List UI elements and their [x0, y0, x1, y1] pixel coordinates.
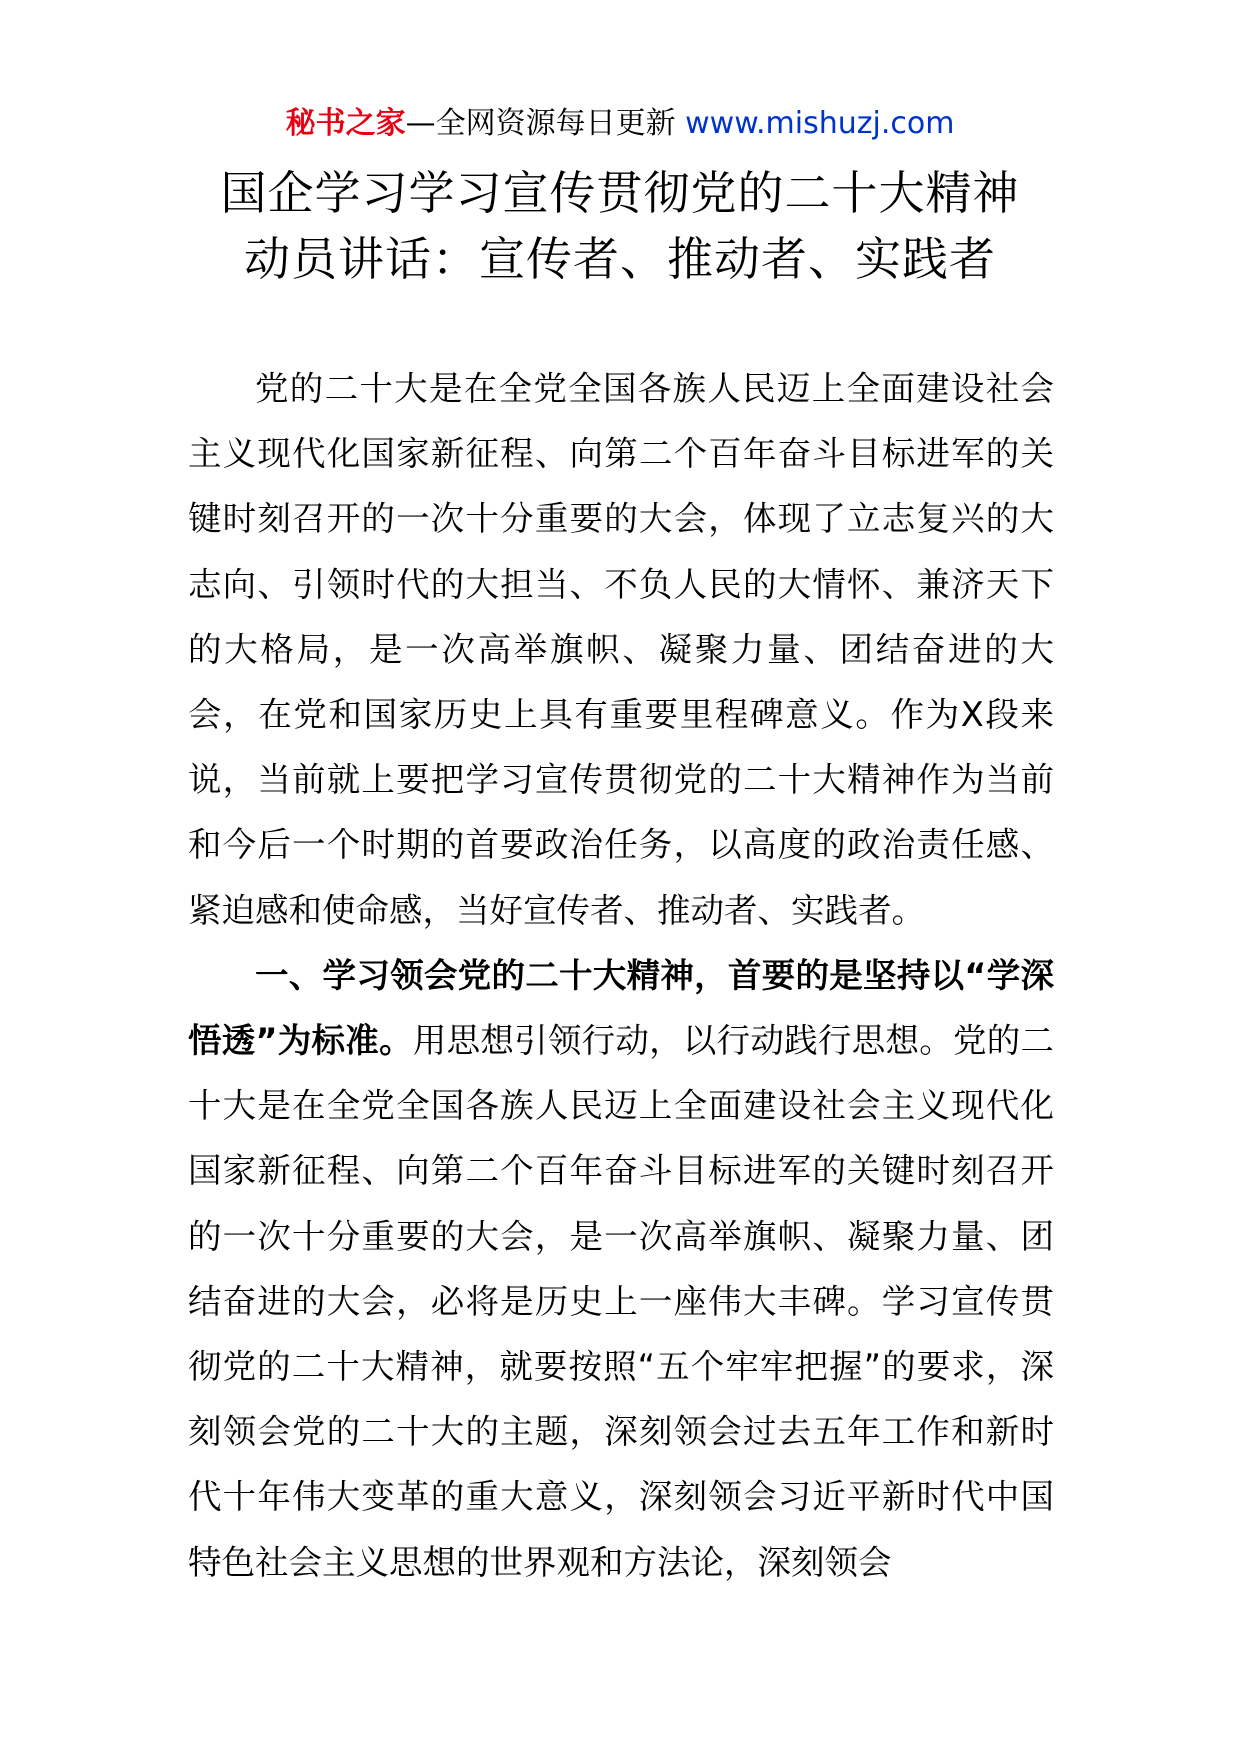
document-body [188, 356, 1054, 1595]
site-url-link[interactable]: www.mishuzj.com [685, 106, 955, 141]
paragraph-section-1 [188, 943, 1054, 1595]
document-title-line-2: 动员讲话：宣传者、推动者、实践者 [244, 232, 996, 286]
section-1-heading: 一、学习领会党的二十大精神，首要的是坚持以“学深悟透”为标准。 [188, 955, 1054, 1061]
paragraph-intro-text: 党的二十大是在全党全国各族人民迈上全面建设社会主义现代化国家新征程、向第二个百年奋斗目标进军的关键时刻召开的一次十分重要的大会，体现了立志复兴的大志向、引领时代的大担当、不负人民的大情怀、兼济天下的大格局，是一次高举旗帜、凝聚力量、团结奋进的大会，在党和国家历史上具有重要里程碑意义。作为X段来说，当前就上要把学习宣传贯彻党的二十大精神作为当前和今后一个时期的首要政治任务，以高度的政治责任感、紧迫感和使命感，当好宣传者、推动者、实践者。 [188, 369, 1054, 930]
site-tagline: —全网资源每日更新 [405, 106, 676, 141]
section-1-text: 用思想引领行动，以行动践行思想。党的二十大是在全党全国各族人民迈上全面建设社会主义现代化国家新征程、向第二个百年奋斗目标进军的关键时刻召开的一次十分重要的大会，是一次高举旗帜、凝聚力量、团结奋进的大会，必将是历史上一座伟大丰碑。学习宣传贯彻党的二十大精神，就要按照“五个牢牢把握”的要求，深刻领会党的二十大的主题，深刻领会过去五年工作和新时代十年伟大变革的重大意义，深刻领会习近平新时代中国特色社会主义思想的世界观和方法论，深刻领会 [188, 1021, 1054, 1582]
paragraph-intro [188, 356, 1054, 943]
site-header [0, 100, 1240, 148]
site-brand: 秘书之家 [285, 106, 406, 141]
document-title-line-1: 国企学习学习宣传贯彻党的二十大精神 [220, 166, 1020, 220]
